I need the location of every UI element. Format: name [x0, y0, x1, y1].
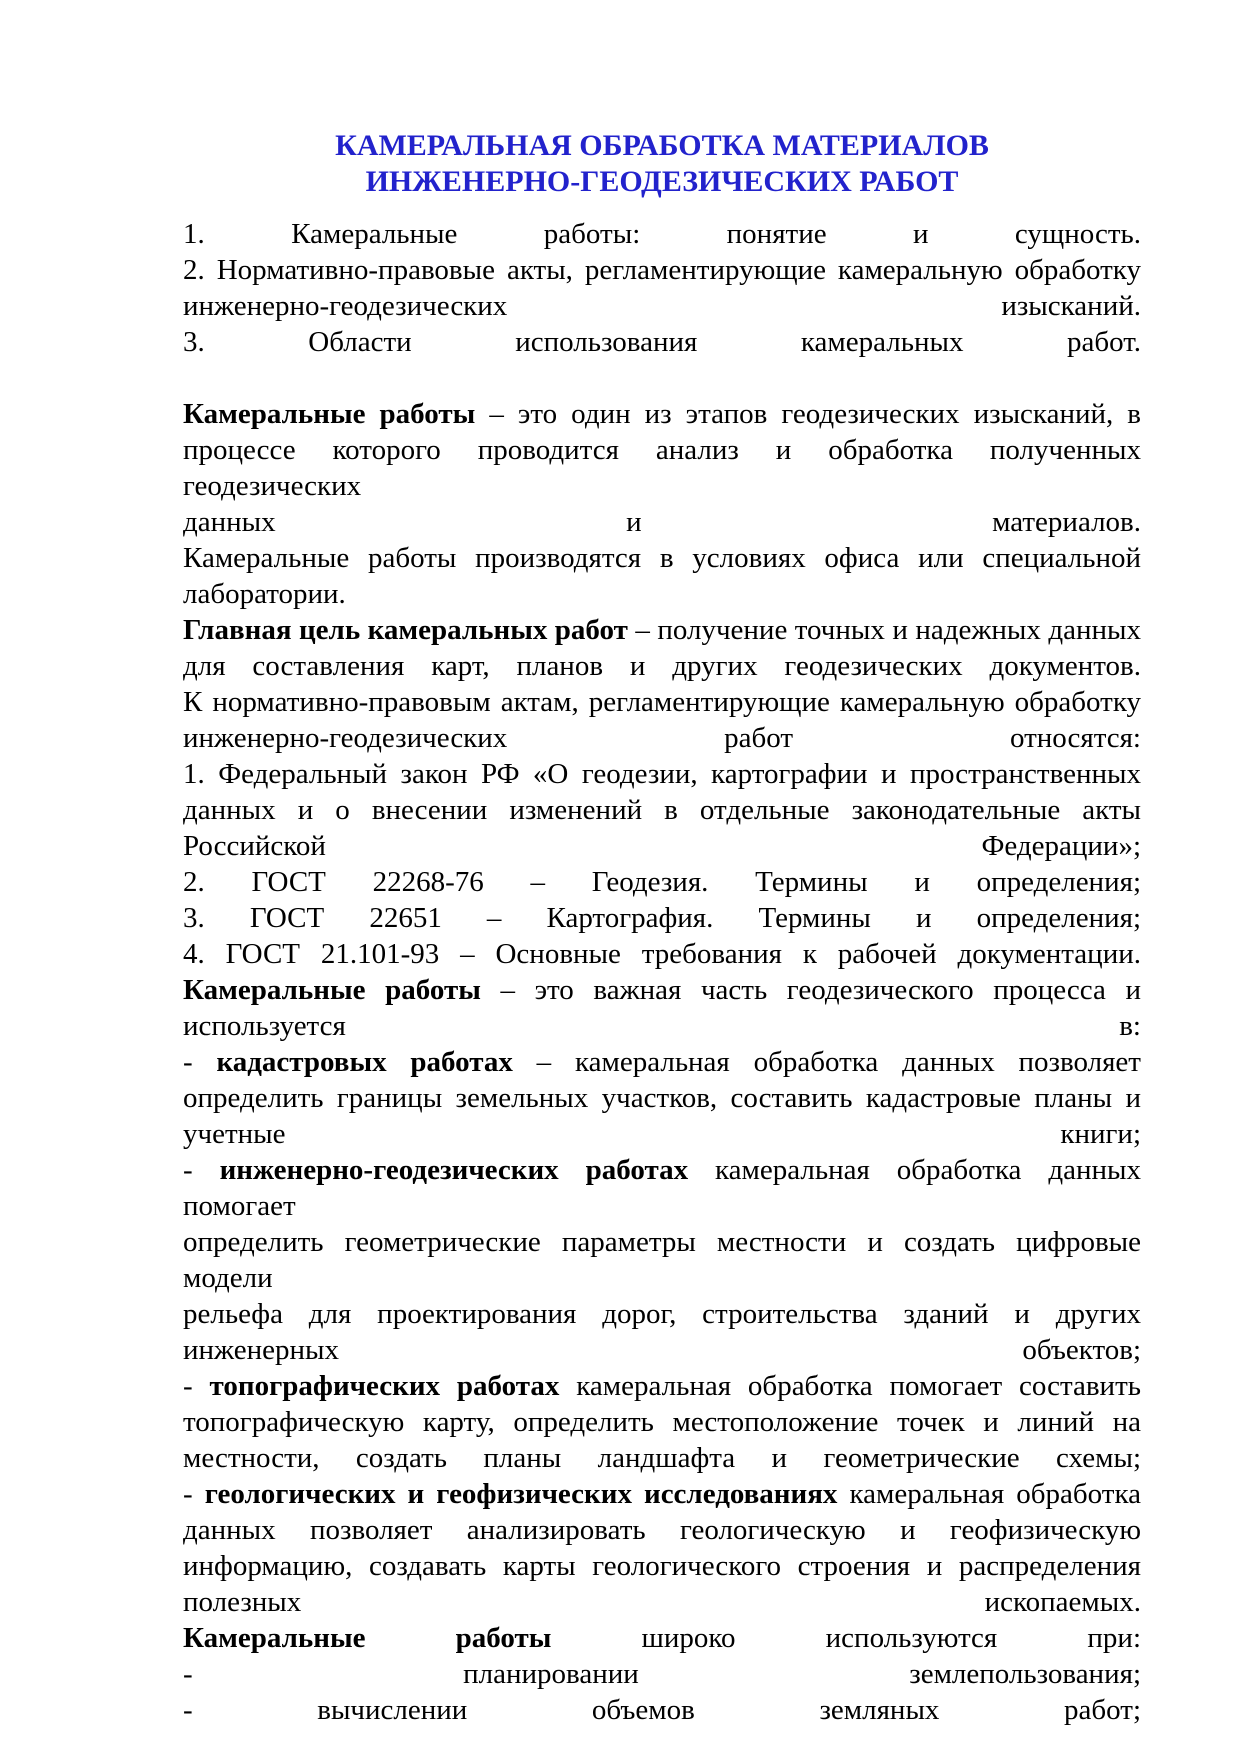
text-line: [183, 1404, 1141, 1440]
text-run: местности, создать планы ландшафта и геометрические схемы;: [183, 1442, 1141, 1474]
text-line: [183, 288, 1141, 324]
bold-text-run: Камеральные работы: [183, 974, 481, 1006]
text-run: для составления карт, планов и других геодезических документов.: [183, 650, 1141, 682]
text-run: учетные книги;: [183, 1118, 1141, 1150]
text-run: -: [183, 1478, 205, 1510]
text-run: -: [183, 1370, 210, 1402]
text-run: информацию, создавать карты геологического строения и распределения: [183, 1550, 1141, 1582]
text-line: [183, 1620, 1141, 1656]
text-run: широко используются при:: [551, 1622, 1142, 1654]
text-run: топографическую карту, определить местоположение точек и линий на: [183, 1406, 1141, 1438]
text-run: – получение точных и надежных данных: [627, 614, 1141, 646]
text-run: данных позволяет анализировать геологическую и геофизическую: [183, 1514, 1141, 1546]
text-run: камеральная обработка: [837, 1478, 1141, 1510]
text-line: [183, 648, 1141, 684]
text-line: [183, 792, 1141, 828]
text-line: [183, 1368, 1141, 1404]
text-line: [183, 396, 1141, 432]
text-run: Камеральные работы производятся в условиях офиса или специальной: [183, 542, 1141, 574]
text-line: [183, 1008, 1141, 1044]
text-run: -: [183, 1046, 217, 1078]
text-line: [183, 1440, 1141, 1476]
document-title: [183, 128, 1141, 200]
text-line: [183, 324, 1141, 360]
text-line: [183, 1080, 1141, 1116]
text-line: [183, 828, 1141, 864]
text-run: данных и о внесении изменений в отдельные законодательные акты: [183, 794, 1141, 826]
bold-text-run: кадастровых работах: [216, 1046, 513, 1078]
text-run: рельефа для проектирования дорог, строительства зданий и других: [183, 1298, 1141, 1330]
text-run: определить геометрические параметры местности и создать цифровые модели: [183, 1226, 1141, 1294]
text-line: [183, 936, 1141, 972]
text-run: 1. Камеральные работы: понятие и сущность.: [183, 218, 1141, 250]
text-line: [183, 1224, 1141, 1296]
text-line: [183, 1584, 1141, 1620]
text-run: инженерно-геодезических работ относятся:: [183, 722, 1141, 754]
text-line: [183, 612, 1141, 648]
bold-text-run: инженерно-геодезических работах: [219, 1154, 689, 1186]
document-content: [183, 128, 1141, 1728]
bold-text-run: топографических работах: [209, 1370, 560, 1402]
text-run: данных и материалов.: [183, 506, 1141, 538]
text-line: [183, 756, 1141, 792]
text-run: камеральная обработка помогает составить: [559, 1370, 1141, 1402]
text-line: [183, 1152, 1141, 1224]
bold-text-run: Главная цель камеральных работ: [183, 614, 628, 646]
text-run: К нормативно-правовым актам, регламентирующие камеральную обработку: [183, 686, 1141, 718]
bold-text-run: геологических и геофизических исследованиях: [204, 1478, 838, 1510]
text-run: -: [183, 1154, 220, 1186]
text-line: [183, 1296, 1141, 1332]
text-run: камеральная обработка данных помогает: [183, 1154, 1141, 1222]
text-line: [183, 1044, 1141, 1080]
text-line: [183, 216, 1141, 252]
blank-line: [183, 360, 1141, 396]
text-line: [183, 252, 1141, 288]
text-run: 2. ГОСТ 22268-76 – Геодезия. Термины и определения;: [183, 866, 1141, 898]
text-line: [183, 1656, 1141, 1692]
text-run: лаборатории.: [183, 578, 346, 610]
text-run: – это один из этапов геодезических изысканий, в: [475, 398, 1141, 430]
document-body: [183, 216, 1141, 1728]
text-line: [183, 1332, 1141, 1368]
text-line: [183, 972, 1141, 1008]
text-run: - планировании землепользования;: [183, 1658, 1141, 1690]
text-run: полезных ископаемых.: [183, 1586, 1141, 1618]
text-line: [183, 432, 1141, 504]
text-run: – камеральная обработка данных позволяет: [512, 1046, 1141, 1078]
text-line: [183, 900, 1141, 936]
text-run: 4. ГОСТ 21.101-93 – Основные требования к рабочей документации.: [183, 938, 1141, 970]
text-line: [183, 1548, 1141, 1584]
title-line-2: ИНЖЕНЕРНО-ГЕОДЕЗИЧЕСКИХ РАБОТ: [365, 165, 959, 198]
bold-text-run: Камеральные работы: [183, 398, 476, 430]
text-run: 1. Федеральный закон РФ «О геодезии, картографии и пространственных: [183, 758, 1141, 790]
text-line: [183, 864, 1141, 900]
text-run: инженерных объектов;: [183, 1334, 1141, 1366]
text-run: - вычислении объемов земляных работ;: [183, 1694, 1141, 1726]
text-run: 3. Области использования камеральных работ.: [183, 326, 1141, 358]
bold-text-run: Камеральные работы: [183, 1622, 552, 1654]
text-line: [183, 1512, 1141, 1548]
text-line: [183, 1692, 1141, 1728]
text-run: 3. ГОСТ 22651 – Картография. Термины и определения;: [183, 902, 1141, 934]
text-run: определить границы земельных участков, составить кадастровые планы и: [183, 1082, 1141, 1114]
text-run: используется в:: [183, 1010, 1141, 1042]
text-run: – это важная часть геодезического процесса и: [480, 974, 1141, 1006]
text-run: процессе которого проводится анализ и обработка полученных геодезических: [183, 434, 1141, 502]
text-line: [183, 684, 1141, 720]
text-run: 2. Нормативно-правовые акты, регламентирующие камеральную обработку: [183, 254, 1141, 286]
text-line: [183, 1476, 1141, 1512]
text-run: Российской Федерации»;: [183, 830, 1141, 862]
text-line: [183, 504, 1141, 540]
title-line-1: КАМЕРАЛЬНАЯ ОБРАБОТКА МАТЕРИАЛОВ: [335, 129, 989, 162]
text-line: [183, 720, 1141, 756]
text-run: инженерно-геодезических изысканий.: [183, 290, 1141, 322]
text-line: [183, 576, 1141, 612]
text-line: [183, 540, 1141, 576]
text-line: [183, 1116, 1141, 1152]
